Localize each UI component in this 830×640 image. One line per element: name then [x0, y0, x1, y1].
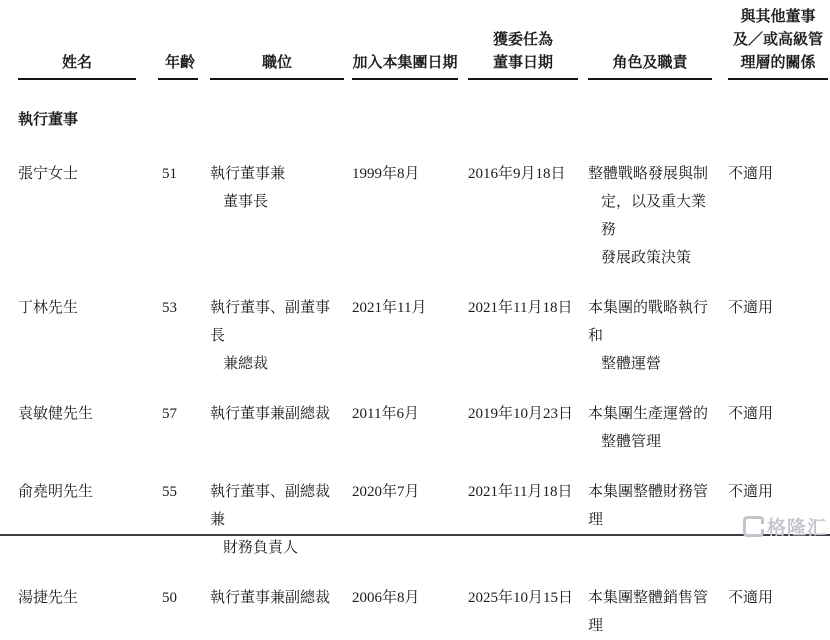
table-row — [18, 160, 828, 272]
cell-appointment-date: 2025年10月15日 — [468, 590, 574, 606]
cell-relationship: 不適用 — [728, 300, 774, 316]
cell-age: 57 — [162, 406, 177, 422]
header-line: 姓名 — [61, 55, 92, 71]
cell-roles — [588, 400, 712, 456]
column-header-join-date — [352, 52, 458, 80]
position-line: 執行董事兼副總裁 — [210, 590, 331, 606]
role-line: 本集團生產運營的 — [588, 406, 709, 422]
role-line: 定，以及重大業務 — [601, 194, 707, 238]
cell-age: 50 — [162, 590, 177, 606]
cell-join-date: 2021年11月 — [352, 300, 427, 316]
table-header-row — [18, 6, 828, 80]
table-row — [18, 478, 828, 562]
role-line: 本集團整體財務管理 — [588, 484, 709, 528]
watermark-text: 格隆汇 — [766, 518, 827, 539]
cell-age: 55 — [162, 484, 177, 500]
cell-position — [210, 400, 344, 428]
table-row — [18, 294, 828, 378]
role-line: 本集團整體銷售管理 — [588, 590, 709, 634]
cell-age: 51 — [162, 166, 177, 182]
cell-join-date: 2011年6月 — [352, 406, 419, 422]
gelonghui-logo-icon — [743, 516, 764, 537]
position-line: 執行董事、副董事長 — [210, 300, 331, 344]
cell-relationship: 不適用 — [728, 166, 774, 182]
cell-name: 袁敏健先生 — [18, 406, 94, 422]
cell-name: 丁林先生 — [18, 300, 79, 316]
header-line: 獲委任為 — [492, 32, 553, 48]
cell-appointment-date: 2021年11月18日 — [468, 484, 573, 500]
role-line: 本集團的戰略執行和 — [588, 300, 709, 344]
header-line: 職位 — [261, 55, 292, 71]
role-line: 整體戰略發展與制 — [588, 166, 709, 182]
role-line: 整體運營 — [601, 356, 662, 372]
header-line: 董事日期 — [492, 55, 553, 71]
cell-relationship: 不適用 — [728, 590, 774, 606]
header-line: 理層的關係 — [740, 55, 816, 71]
role-line: 整體管理 — [601, 434, 662, 450]
column-header-roles — [588, 52, 712, 80]
cell-age: 53 — [162, 300, 177, 316]
column-header-appointment-date — [468, 29, 578, 80]
cell-roles — [588, 584, 712, 640]
cell-position — [210, 294, 344, 378]
cell-appointment-date: 2016年9月18日 — [468, 166, 566, 182]
cell-position — [210, 584, 344, 612]
position-line: 執行董事兼 — [210, 166, 286, 182]
cell-join-date: 1999年8月 — [352, 166, 420, 182]
header-line: 及／或高級管 — [732, 32, 823, 48]
bottom-divider — [0, 534, 830, 536]
section-title-executive-directors: 執行董事 — [18, 112, 79, 128]
cell-position — [210, 160, 344, 216]
position-line: 董事長 — [223, 194, 269, 210]
cell-roles — [588, 478, 712, 534]
header-line: 角色及職責 — [612, 55, 688, 71]
cell-relationship: 不適用 — [728, 484, 774, 500]
directors-table — [0, 6, 830, 640]
cell-roles — [588, 294, 712, 378]
cell-name: 湯捷先生 — [18, 590, 79, 606]
column-header-age — [158, 52, 198, 80]
header-line: 與其他董事 — [740, 9, 816, 25]
header-line: 年齡 — [164, 55, 195, 71]
cell-join-date: 2020年7月 — [352, 484, 420, 500]
cell-roles — [588, 160, 712, 272]
table-row — [18, 400, 828, 456]
cell-join-date: 2006年8月 — [352, 590, 420, 606]
cell-position — [210, 478, 344, 562]
cell-appointment-date: 2019年10月23日 — [468, 406, 574, 422]
cell-relationship: 不適用 — [728, 406, 774, 422]
column-header-position — [210, 52, 344, 80]
position-line: 財務負責人 — [223, 540, 299, 556]
position-line: 兼總裁 — [223, 356, 269, 372]
document-page — [0, 6, 830, 634]
cell-name: 俞堯明先生 — [18, 484, 94, 500]
watermark — [743, 513, 827, 540]
column-header-name — [18, 52, 136, 80]
column-header-relationship — [728, 6, 828, 80]
header-line: 加入本集團日期 — [352, 55, 458, 71]
role-line: 發展政策決策 — [601, 250, 692, 266]
cell-name: 張宁女士 — [18, 166, 79, 182]
table-row — [18, 584, 828, 640]
position-line: 執行董事、副總裁兼 — [210, 484, 331, 528]
cell-appointment-date: 2021年11月18日 — [468, 300, 573, 316]
position-line: 執行董事兼副總裁 — [210, 406, 331, 422]
